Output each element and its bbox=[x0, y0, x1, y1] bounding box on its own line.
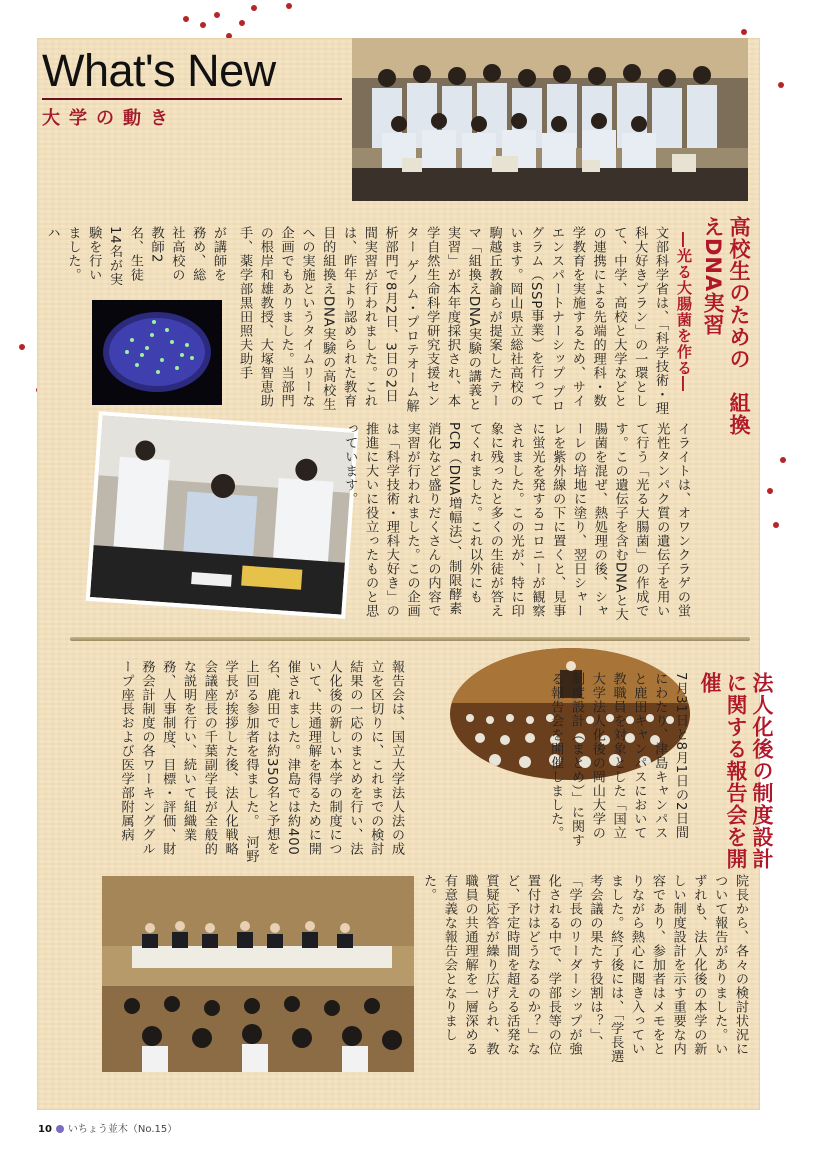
group-photo bbox=[352, 38, 748, 201]
page-number: 10 bbox=[38, 1124, 52, 1135]
conference-photo bbox=[102, 876, 414, 1072]
bullet-icon bbox=[56, 1125, 64, 1133]
lab-photo bbox=[86, 411, 359, 619]
article1-body-right: 文部科学省は、「科学技術・理科大好きプラン」の一環として、中学、高校と大学などとの連携による先端的理科・数学教育を実施するため、サイエンスパートナーシップ プログラム（SSP事業）を行っています。岡山県立総社高校の駒越丘教諭らが提案したテーマ「組換えDNA実験の講義と実習」が本年度採択され、本学自然生命科学研究支援センター ゲノム・プロテオーム解析部門で8月2日、3日の2日間実習が行われました。これは、昨年より認められた教育目的組換えDNA実験の高校生への実施というタイムリーな企画でもありました。当部門の根岸和雄教授、大塚智恵助手、薬学部黒田照夫助手 bbox=[237, 226, 668, 416]
section-subtitle: 大学の動き bbox=[42, 108, 177, 129]
article1-body-left: が講師を務め、総社高校の教師2名、生徒14名が実験を行いました。ハ bbox=[44, 226, 226, 287]
article2-body-a: 7月31日と8月1日の2日間にわたり、津島キャンパスと鹿田キャンパスにおいて教職員を対象とした「国立大学法人化後の岡山大学の制度設計（まとめ）」に関する報告会を開催しました。 bbox=[548, 672, 688, 848]
article2-headline: 法人化後の制度設計 に関する報告会を開催 bbox=[698, 672, 774, 892]
article2-body-c: 院長から、各々の検討状況について報告がありました。いずれも、法人化後の本学の新しい制度設計を示す重要な内容であり、参加者はメモをとりながら熱心に聞き入っていました。終了後には、「学長選考会議の果たす役割は？」、「学長のリーダーシップが強化される中で、学部長等の位置付けはどうなるのか？」など、予定時間を超える活発な質疑応答が繰り広げられ、教職員の共通理解を一層深める有意義な報告会となりました。 bbox=[421, 874, 748, 1064]
publication-name: いちょう並木（No.15） bbox=[67, 1124, 178, 1135]
page-footer bbox=[38, 1120, 177, 1135]
petri-dish-photo bbox=[92, 300, 222, 405]
title-rule bbox=[42, 98, 342, 100]
article1-headline: 高校生のための 組換えDNA実習 bbox=[701, 216, 751, 436]
section-divider bbox=[70, 637, 750, 641]
article2-body-b: 報告会は、国立大学法人法の成立を区切りに、これまでの検討結果の一応のまとめを行い、法人化後の新しい本学の制度について、共通理解を得るために開催されました。津島では約400名、鹿田では約350名と予想を上回る参加者を得ました。 河野学長が挨拶した後、法人化戦略会議座長の千葉副学長が全般的な説明を行い、続いて組織業務、人事制度、目標・評価、財務会計制度の各ワーキンググループ座長および医学部附属病 bbox=[118, 660, 404, 864]
section-title: What's New bbox=[42, 45, 276, 96]
article1-body-lower: イライトは、オワンクラゲの蛍光性タンパク質の遺伝子を用いて行う「光る大腸菌」の作成です。この遺伝子を含むDNAと大腸菌を混ぜ、熱処理の後、シャーレの培地に塗り、翌日シャーレを紫外線の下に置くと、見事に蛍光を発するコロニーが観察されました。この光が、特に印象に残ったと多くの生徒が答えてくれました。これ以外にもPCR（DNA増幅法）、制限酵素消化など盛りだくさんの内容で実習が行われました。この企画は「科学技術・理科大好き」の推進に大いに役立ったものと思っています。 bbox=[342, 422, 690, 622]
article1-subtitle: ―光る大腸菌を作る― bbox=[675, 232, 693, 392]
